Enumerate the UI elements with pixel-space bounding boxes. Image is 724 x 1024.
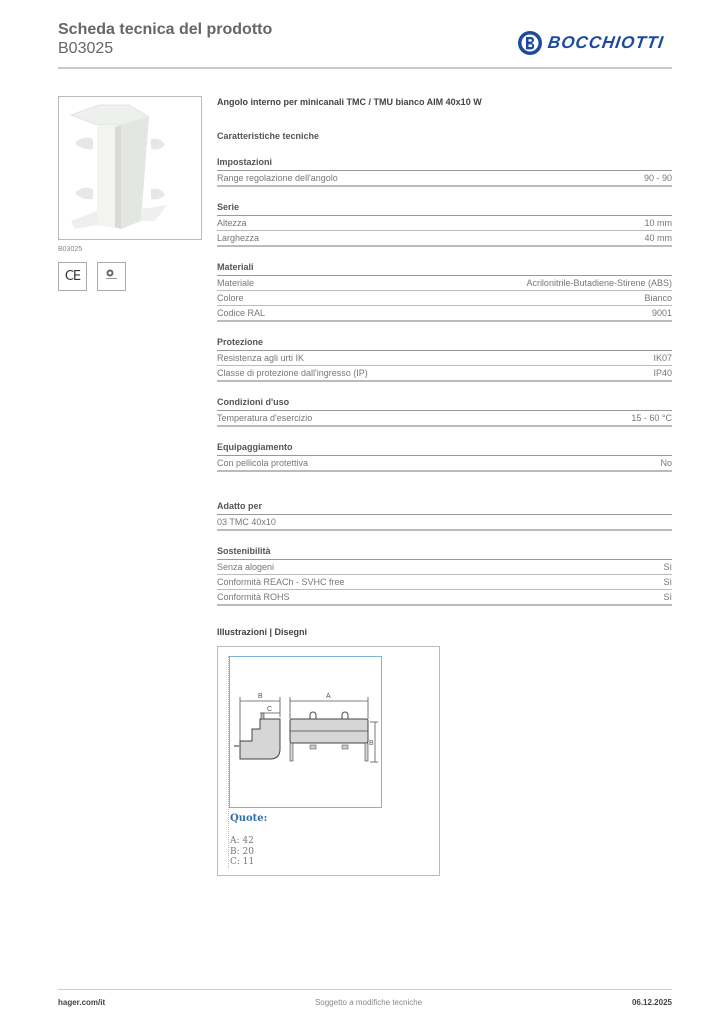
brand-logo <box>517 30 664 56</box>
ce-mark-icon: CE <box>58 262 87 291</box>
section-equipaggiamento: Equipaggiamento Con pellicola protettiva No <box>217 441 672 472</box>
bocchiotti-logo-icon <box>517 30 543 56</box>
quote-item: C: 11 <box>230 857 255 867</box>
product-media <box>58 96 202 291</box>
section-serie: Serie Altezza 10 mm Larghezza 40 mm <box>217 201 672 247</box>
dimension-drawing-icon <box>230 657 381 807</box>
product-details <box>217 96 672 876</box>
document-title: Scheda tecnica del prodotto <box>58 21 273 38</box>
certification-mark-icon <box>97 262 126 291</box>
quote-item: A: 42 <box>230 836 254 846</box>
page-footer <box>58 989 672 1007</box>
certifications <box>58 262 202 291</box>
section-impostazioni: Impostazioni Range regolazione dell'angolo 90 - 90 <box>217 156 672 187</box>
spec-row: Codice RAL 9001 <box>217 306 672 322</box>
spec-row: Conformità REACh - SVHC free Sì <box>217 575 672 590</box>
product-code-label: B03025 <box>58 246 83 253</box>
spec-row: Range regolazione dell'angolo 90 - 90 <box>217 171 672 187</box>
section-sostenibilita: Sostenibilità Senza alogeni Sì Conformità REACh - SVHC free Sì Conformità ROHS Sì <box>217 545 672 606</box>
section-materiali: Materiali Materiale Acrilonitrile-Butadiene-Stirene (ABS) Colore Bianco Codice RAL 9001 <box>217 261 672 322</box>
illustrations-heading: Illustrazioni | Disegni <box>217 627 308 637</box>
svg-text:A: A <box>326 693 331 700</box>
spec-row: Temperatura d'esercizio 15 - 60 °C <box>217 411 672 427</box>
spec-row: Resistenza agli urti IK IK07 <box>217 351 672 366</box>
quote-item: B: 20 <box>230 846 254 857</box>
footer-website-link[interactable]: hager.com/it <box>58 998 106 1007</box>
section-condizioni-uso: Condizioni d'uso Temperatura d'esercizio 15 - 60 °C <box>217 396 672 427</box>
spec-row: Colore Bianco <box>217 291 672 306</box>
page-header <box>58 20 672 69</box>
spec-row: Senza alogeni Sì <box>217 560 672 575</box>
section-protezione: Protezione Resistenza agli urti IK IK07 Classe di protezione dall'ingresso (IP) IP40 <box>217 336 672 382</box>
brand-name: BOCCHIOTTI <box>546 33 666 52</box>
spec-row: Con pellicola protettiva No <box>217 456 672 472</box>
quote-list <box>230 836 254 868</box>
spec-row: Materiale Acrilonitrile-Butadiene-Stirene (ABS) <box>217 276 672 291</box>
spec-row: Larghezza 40 mm <box>217 231 672 247</box>
document-code: B03025 <box>58 40 114 57</box>
spec-row: Altezza 10 mm <box>217 216 672 231</box>
spec-row: Classe di protezione dall'ingresso (IP) IP40 <box>217 366 672 382</box>
product-image <box>58 96 202 240</box>
footer-disclaimer: Soggetto a modifiche tecniche <box>314 998 423 1007</box>
section-adatto-per: Adatto per 03 TMC 40x10 <box>217 500 672 531</box>
svg-text:B: B <box>258 693 263 700</box>
technical-characteristics-heading: Caratteristiche tecniche <box>217 131 320 141</box>
quote-title: Quote: <box>230 813 268 824</box>
footer-date: 06.12.2025 <box>631 998 672 1007</box>
corner-piece-icon <box>59 97 201 239</box>
technical-drawing <box>217 646 440 876</box>
spec-row: 03 TMC 40x10 <box>217 515 672 531</box>
svg-text:C: C <box>267 706 273 713</box>
svg-text:B: B <box>369 740 374 747</box>
drawing-frame <box>229 656 382 808</box>
spec-row: Conformità ROHS Sì <box>217 590 672 606</box>
product-name: Angolo interno per minicanali TMC / TMU bianco AIM 40x10 W <box>217 97 482 107</box>
